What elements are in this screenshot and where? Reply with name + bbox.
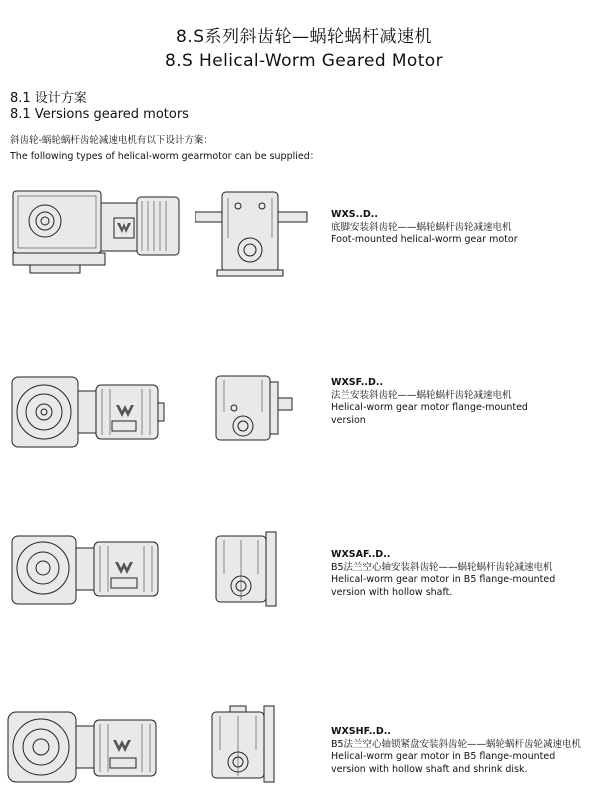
version-desc-en: Helical-worm gear motor in B5 flange-mounted [331,751,556,762]
version-4-caption [331,726,606,776]
flange-mounted-front-view-drawing [212,372,294,444]
version-1-caption [331,209,606,247]
version-code: WXSAF..D.. [331,549,391,560]
version-desc-zh: 法兰安装斜齿轮——蜗轮蜗杆齿轮减速电机 [331,389,512,401]
b5-hollow-shaft-side-view-drawing [8,532,188,610]
version-desc-en: version with hollow shaft. [331,586,453,598]
foot-mounted-side-view-drawing [10,183,190,278]
page-title-zh: 8.S系列斜齿轮—蜗轮蜗杆减速机 [175,27,432,47]
version-desc-en: Helical-worm gear motor flange-mounted [331,402,528,413]
foot-mounted-front-view-drawing [195,188,310,278]
flange-mounted-side-view-drawing [8,373,188,453]
version-desc-en: version with hollow shaft and shrink disk. [331,763,528,775]
section-heading-zh: 8.1 设计方案 [10,91,87,106]
version-code: WXS..D.. [331,209,378,220]
version-desc-en: version [331,414,366,426]
version-desc-zh: 底脚安装斜齿轮——蜗轮蜗杆齿轮减速电机 [331,221,512,233]
version-desc-zh: B5法兰空心轴锁紧盘安装斜齿轮——蜗轮蜗杆齿轮减速电机 [331,738,582,750]
intro-text-en: The following types of helical-worm gearmotor can be supplied： [10,151,320,162]
version-code: WXSF..D.. [331,377,384,388]
b5-shrink-disk-side-view-drawing [4,706,170,786]
version-desc-en: Helical-worm gear motor in B5 flange-mounted [331,574,556,585]
version-3-caption [331,549,606,599]
b5-hollow-shaft-front-view-drawing [212,530,282,608]
b5-shrink-disk-front-view-drawing [208,704,278,784]
section-heading-en: 8.1 Versions geared motors [10,107,189,122]
version-desc-zh: B5法兰空心轴安装斜齿轮——蜗轮蜗杆齿轮减速电机 [331,561,553,573]
version-desc-en: Foot-mounted helical-worm gear motor [331,234,518,245]
page-title-en: 8.S Helical-Worm Geared Motor [165,51,443,71]
version-2-caption [331,377,606,427]
version-code: WXSHF..D.. [331,726,392,737]
intro-text-zh: 斜齿轮-蜗轮蜗杆齿轮减速电机有以下设计方案： [10,135,213,146]
